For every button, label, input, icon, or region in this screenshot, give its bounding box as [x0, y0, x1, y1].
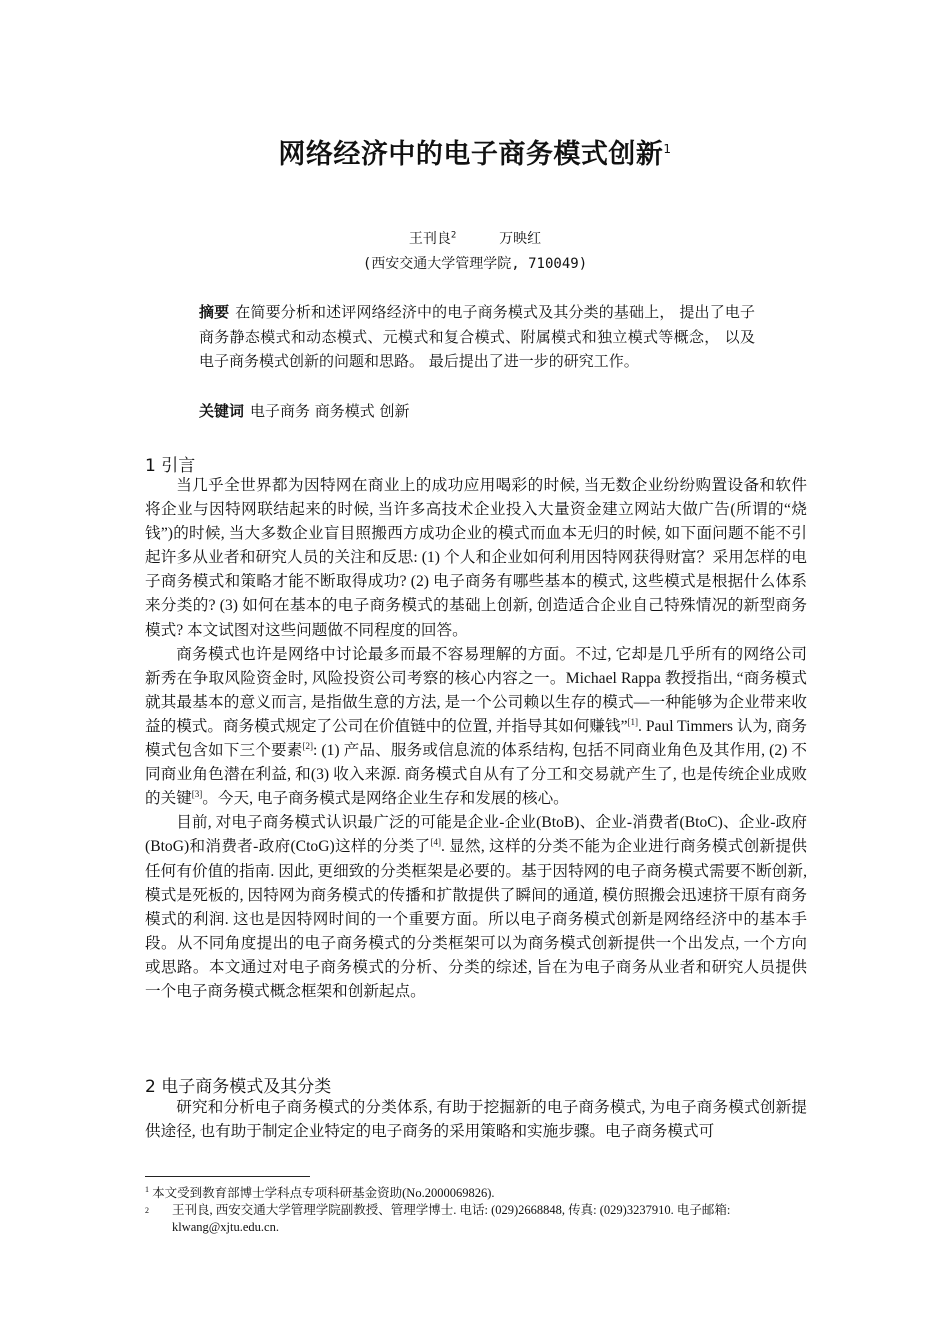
footnote-2 [145, 1202, 807, 1236]
keywords-label: 关键词 [199, 402, 245, 420]
citation: [1] [627, 716, 639, 727]
paragraph: 当几乎全世界都为因特网在商业上的成功应用喝彩的时候, 当无数企业纷纷购置设备和软件将企业与因特网联结起来的时候, 当许多高技术企业投入大量资金建立网站大做广告(所谓的“烧钱”)的时候, 当大多数企业盲目照搬西方成功企业的模式而血本无归的时候, 如下面问题不能不引起许多从业者和研究人员的关注和反思: (1) 个人和企业如何利用因特网获得财富？采用怎样的电子商务模式和策略才能不断取得成功? (2) 电子商务有哪些基本的模式, 这些模式是根据什么体系来分类的? (3) 如何在基本的电子商务模式的基础上创新, 创造适合企业自己特殊情况的新型商务模式? 本文试图对这些问题做不同程度的回答。 [145, 477, 807, 639]
citation: [3] [191, 789, 203, 800]
author-1: 王刊良 [408, 231, 451, 247]
author-2: 万映红 [499, 231, 542, 247]
section-2-body [145, 1096, 807, 1144]
footnote-mark: 2 [145, 1206, 149, 1216]
author-1-footnote-mark: 2 [450, 230, 457, 241]
footnote-1 [145, 1181, 807, 1202]
footnote-text: 王刊良, 西安交通大学管理学院副教授、管理学博士. 电话: (029)2668848, 传真: (029)3237910. 电子邮箱: klwang@xjtu.edu.cn. [172, 1203, 731, 1235]
paragraph [145, 811, 807, 1004]
keywords-text: 电子商务 商务模式 创新 [250, 402, 410, 420]
footnote-divider [145, 1176, 310, 1177]
paragraph-text: . 显然, 这样的分类不能为企业进行商务模式创新提供任何有价值的指南. 因此, 更细致的分类框架是必要的。基于因特网的电子商务模式需要不断创新, 模式是死板的, 因特网为商务模式的传播和扩散提供了瞬间的通道, 模仿照搬会迅速挤干原有商务模式的利润. 这也是因特网时间的一个重要方面。所以电子商务模式创新是网络经济中的基本手段。从不同角度提出的电子商务模式的分类框架可以为商务模式创新提供一个出发点, 一个方向或思路。本文通过对电子商务模式的分析、分类的综述, 旨在为电子商务从业者和研究人员提供一个电子商务模式概念框架和创新起点。 [145, 838, 807, 1000]
section-2-heading: 2 电子商务模式及其分类 [145, 1077, 332, 1097]
section-1-heading: 1 引言 [145, 456, 196, 476]
keywords [199, 400, 410, 421]
abstract-text: 在简要分析和述评网络经济中的电子商务模式及其分类的基础上， 提出了电子商务静态模式和动态模式、元模式和复合模式、附属模式和独立模式等概念， 以及电子商务模式创新的问题和思路。 最后提出了进一步的研究工作。 [199, 303, 755, 370]
citation: [4] [430, 837, 441, 848]
authors-line [0, 228, 950, 248]
paragraph-text: 商务模式也许是网络中讨论最多而最不容易理解的方面。不过, 它却是几乎所有的网络公司新秀在争取风险资金时, 风险投资公司考察的核心内容之一。Michael Rappa 教授指出, “商务模式就其最基本的意义而言, 是指做生意的方法, 是一个公司赖以生存的模式—一种能够为企业带来收益的模式。商务模式规定了公司在价值链中的位置, 并指导其如何赚钱” [145, 645, 807, 735]
paragraph-text: : (1) 产品、服务或信息流的体系结构, 包括不同商业角色及其作用, (2) 不同商业角色潜在利益, 和(3) 收入来源. 商务模式自从有了分工和交易就产生了, 也是传统企业成败的关键 [145, 742, 807, 808]
paragraph [145, 643, 807, 812]
title-footnote-mark: 1 [663, 142, 672, 156]
paragraph-text: 目前, 对电子商务模式认识最广泛的可能是企业-企业(BtoB)、企业-消费者(BtoC)、企业-政府(BtoG)和消费者-政府(CtoG)这样的分类了 [145, 814, 807, 856]
abstract [199, 300, 755, 374]
title-text: 网络经济中的电子商务模式创新 [278, 139, 664, 170]
citation: [2] [302, 740, 314, 751]
footnotes [145, 1181, 807, 1236]
footnote-text: 本文受到教育部博士学科点专项科研基金资助(No.2000069826). [149, 1186, 495, 1201]
affiliation: (西安交通大学管理学院, 710049) [362, 256, 588, 272]
paper-title [0, 132, 950, 171]
paragraph: 研究和分析电子商务模式的分类体系, 有助于挖掘新的电子商务模式, 为电子商务模式创新提供途径, 也有助于制定企业特定的电子商务的采用策略和实施步骤。电子商务模式可 [145, 1099, 807, 1141]
paragraph-text: . Paul Timmers 认为, 商务模式包含如下三个要素 [145, 717, 807, 760]
footnote-mark: 1 [145, 1185, 149, 1194]
abstract-label: 摘要 [199, 303, 230, 321]
section-1-body [145, 474, 807, 1004]
paragraph-text: 。今天, 电子商务模式是网络企业生存和发展的核心。 [202, 790, 569, 808]
